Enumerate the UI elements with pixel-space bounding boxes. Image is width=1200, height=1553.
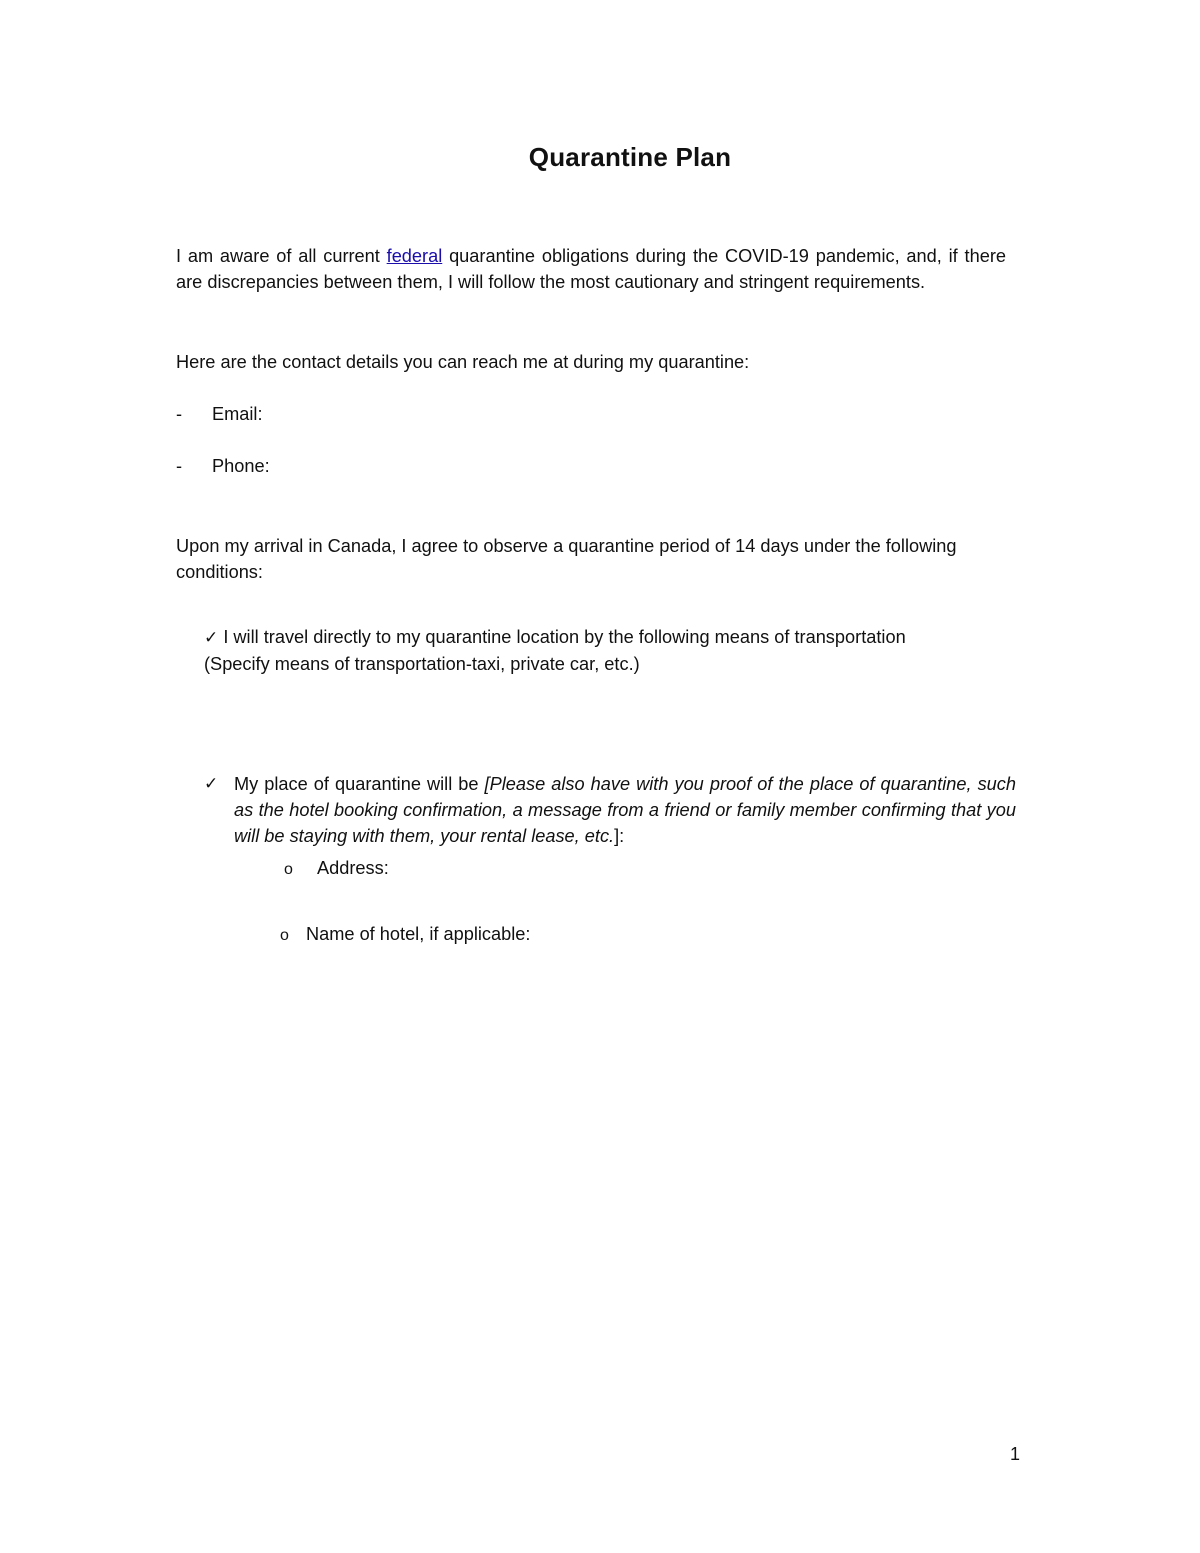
address-label: Address:: [317, 858, 389, 878]
checkmark-icon: ✓: [204, 628, 219, 648]
phone-label: Phone:: [212, 456, 270, 476]
travel-line-1: I will travel directly to my quarantine location by the following means of transportation: [223, 627, 906, 647]
intro-text-start: I am aware of all current: [176, 246, 387, 266]
contact-item-phone: [176, 453, 270, 479]
circle-bullet-icon: o: [284, 861, 293, 878]
place-condition: [204, 771, 1016, 849]
place-tail: ]:: [614, 826, 625, 846]
place-italic-note: [Please also have with you proof of the place of quarantine, such as the hotel booking confirmation, a message from a friend or family member confirming that you will be staying with them, your rental lease, etc.: [234, 774, 1016, 846]
hotel-label: Name of hotel, if applicable:: [306, 924, 531, 944]
sub-item-hotel: [280, 921, 530, 949]
intro-text-end: quarantine obligations during the COVID-19 pandemic, and, if there are discrepancies between them, I will follow the most cautionary and stringent requirements.: [176, 246, 1006, 292]
sub-item-address: [284, 855, 389, 883]
arrival-paragraph: Upon my arrival in Canada, I agree to observe a quarantine period of 14 days under the following conditions:: [176, 536, 957, 582]
checkmark-icon: ✓: [204, 774, 219, 794]
federal-link[interactable]: federal: [386, 246, 443, 266]
page-title: Quarantine Plan: [528, 142, 732, 172]
dash-bullet: -: [176, 456, 183, 476]
place-lead: My place of quarantine will be: [234, 774, 485, 794]
circle-bullet-icon: o: [280, 927, 289, 944]
dash-bullet: -: [176, 404, 183, 424]
contact-item-email: [176, 401, 263, 427]
travel-condition: [204, 624, 1004, 677]
travel-line-2: (Specify means of transportation-taxi, private car, etc.): [204, 654, 640, 674]
place-text: [234, 771, 1016, 849]
page-number: 1: [1010, 1444, 1021, 1464]
intro-paragraph: [176, 243, 1006, 295]
contact-intro: Here are the contact details you can reach me at during my quarantine:: [176, 352, 750, 372]
email-label: Email:: [212, 404, 263, 424]
